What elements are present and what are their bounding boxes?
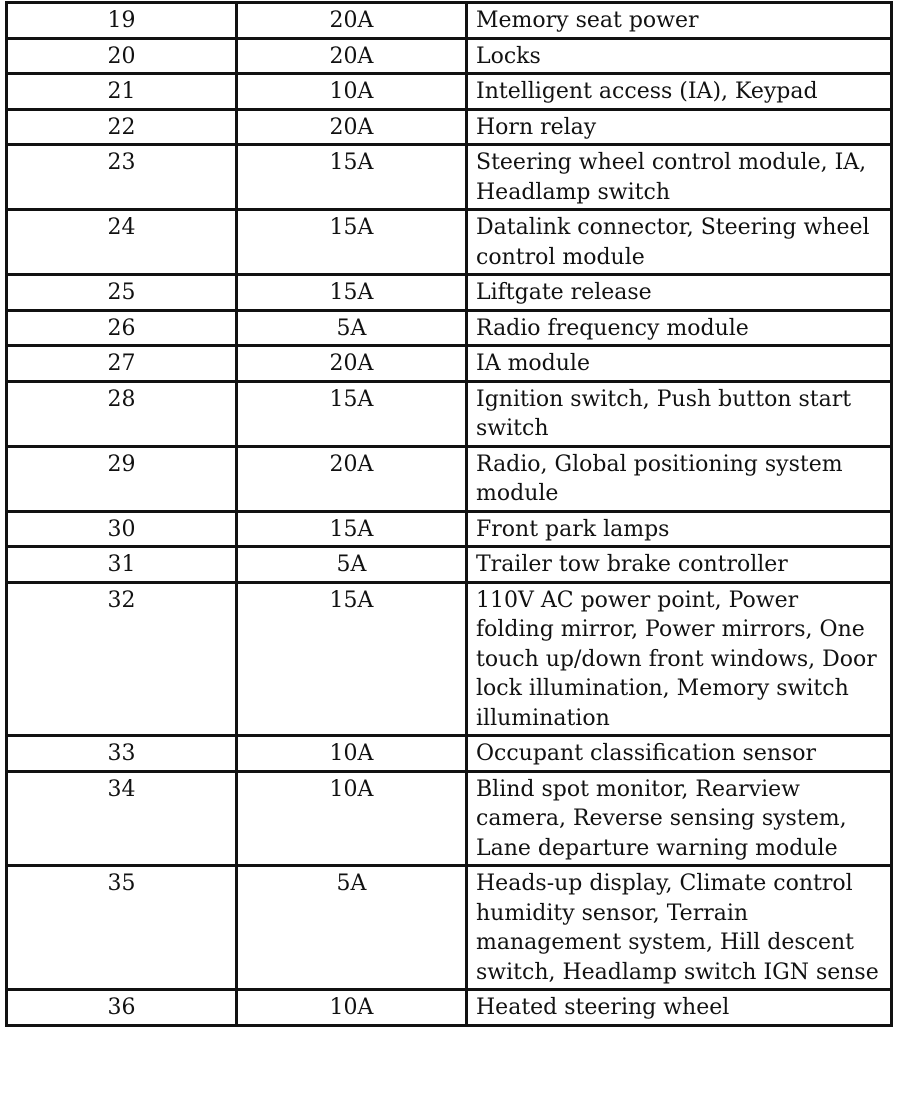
table-row — [7, 210, 892, 275]
protected-circuit-cell: Memory seat power — [467, 3, 892, 39]
table-row — [7, 3, 892, 39]
protected-circuit-cell: IA module — [467, 346, 892, 382]
fuse-number-cell: 19 — [7, 3, 237, 39]
fuse-amperage-cell: 5A — [237, 866, 467, 990]
fuse-number-cell: 32 — [7, 582, 237, 736]
table-row — [7, 736, 892, 772]
fuse-table-body — [7, 3, 892, 1026]
fuse-amperage-cell: 10A — [237, 74, 467, 110]
fuse-amperage-cell: 10A — [237, 990, 467, 1026]
table-row — [7, 38, 892, 74]
protected-circuit-cell: Radio, Global positioning system module — [467, 446, 892, 511]
table-row — [7, 446, 892, 511]
fuse-amperage-cell: 15A — [237, 511, 467, 547]
table-row — [7, 511, 892, 547]
fuse-amperage-cell: 15A — [237, 210, 467, 275]
table-row — [7, 381, 892, 446]
fuse-amperage-cell: 15A — [237, 381, 467, 446]
fuse-amperage-cell: 15A — [237, 145, 467, 210]
protected-circuit-cell: Heated steering wheel — [467, 990, 892, 1026]
fuse-number-cell: 20 — [7, 38, 237, 74]
fuse-number-cell: 23 — [7, 145, 237, 210]
fuse-amperage-cell: 20A — [237, 109, 467, 145]
table-row — [7, 866, 892, 990]
protected-circuit-cell: Horn relay — [467, 109, 892, 145]
protected-circuit-cell: Ignition switch, Push button start switch — [467, 381, 892, 446]
table-row — [7, 275, 892, 311]
protected-circuit-cell: Liftgate release — [467, 275, 892, 311]
table-row — [7, 74, 892, 110]
fuse-amperage-cell: 20A — [237, 3, 467, 39]
protected-circuit-cell: Intelligent access (IA), Keypad — [467, 74, 892, 110]
fuse-amperage-cell: 20A — [237, 38, 467, 74]
fuse-amperage-cell: 20A — [237, 346, 467, 382]
table-row — [7, 771, 892, 866]
table-row — [7, 145, 892, 210]
protected-circuit-cell: Front park lamps — [467, 511, 892, 547]
fuse-number-cell: 26 — [7, 310, 237, 346]
fuse-number-cell: 24 — [7, 210, 237, 275]
fuse-number-cell: 34 — [7, 771, 237, 866]
protected-circuit-cell: Steering wheel control module, IA, Headlamp switch — [467, 145, 892, 210]
fuse-amperage-cell: 5A — [237, 547, 467, 583]
fuse-number-cell: 25 — [7, 275, 237, 311]
protected-circuit-cell: Radio frequency module — [467, 310, 892, 346]
fuse-amperage-cell: 15A — [237, 582, 467, 736]
fuse-number-cell: 27 — [7, 346, 237, 382]
fuse-number-cell: 30 — [7, 511, 237, 547]
fuse-number-cell: 35 — [7, 866, 237, 990]
fuse-amperage-cell: 10A — [237, 771, 467, 866]
table-row — [7, 310, 892, 346]
fuse-number-cell: 21 — [7, 74, 237, 110]
fuse-number-cell: 28 — [7, 381, 237, 446]
fuse-amperage-cell: 15A — [237, 275, 467, 311]
fuse-amperage-cell: 20A — [237, 446, 467, 511]
fuse-table — [5, 1, 893, 1027]
fuse-number-cell: 36 — [7, 990, 237, 1026]
protected-circuit-cell: Occupant classification sensor — [467, 736, 892, 772]
fuse-number-cell: 22 — [7, 109, 237, 145]
fuse-amperage-cell: 10A — [237, 736, 467, 772]
protected-circuit-cell: Locks — [467, 38, 892, 74]
protected-circuit-cell: 110V AC power point, Power folding mirror, Power mirrors, One touch up/down front windows, Door lock illumination, Memory switch illumination — [467, 582, 892, 736]
table-row — [7, 346, 892, 382]
protected-circuit-cell: Heads-up display, Climate control humidity sensor, Terrain management system, Hill descent switch, Headlamp switch IGN sense — [467, 866, 892, 990]
table-row — [7, 582, 892, 736]
table-row — [7, 990, 892, 1026]
fuse-number-cell: 31 — [7, 547, 237, 583]
table-row — [7, 547, 892, 583]
table-row — [7, 109, 892, 145]
fuse-amperage-cell: 5A — [237, 310, 467, 346]
protected-circuit-cell: Datalink connector, Steering wheel control module — [467, 210, 892, 275]
fuse-number-cell: 29 — [7, 446, 237, 511]
protected-circuit-cell: Trailer tow brake controller — [467, 547, 892, 583]
protected-circuit-cell: Blind spot monitor, Rearview camera, Reverse sensing system, Lane departure warning module — [467, 771, 892, 866]
fuse-number-cell: 33 — [7, 736, 237, 772]
